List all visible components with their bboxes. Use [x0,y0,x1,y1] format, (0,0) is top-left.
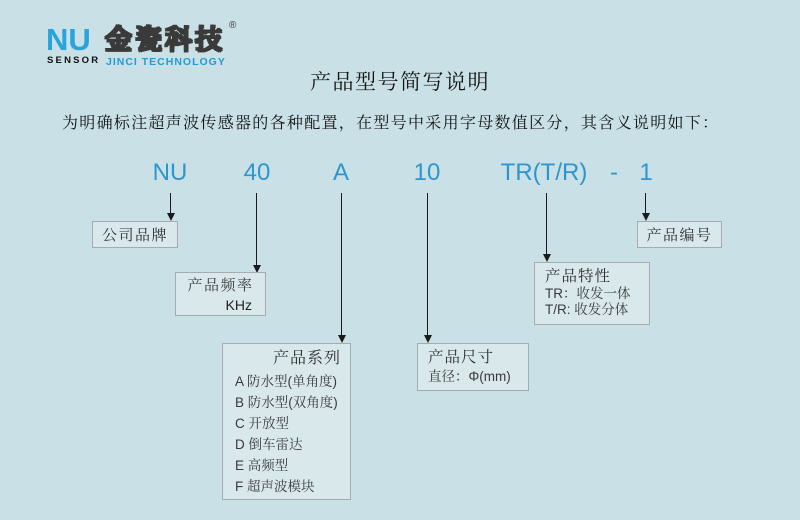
registered-trademark-icon: ® [229,20,237,31]
series-item-a: A 防水型(单角度) [235,374,338,389]
brand-label: 公司品牌 [101,227,168,244]
page-title: 产品型号简写说明 [310,71,490,94]
arrow-to-feature [546,193,547,260]
series-label: 产品系列 [272,350,341,367]
frequency-unit: KHz [225,297,252,313]
logo-nu-text: NU [46,22,91,57]
arrow-to-brand [170,193,171,219]
series-item-c: C 开放型 [235,416,289,431]
page-subtitle: 为明确标注超声波传感器的各种配置，在型号中采用字母数值区分，其含义说明如下： [62,115,720,132]
arrow-to-series [341,193,342,341]
label-box-frequency [175,272,266,316]
size-label: 产品尺寸 [428,349,495,366]
model-segment-size: 10 [413,159,441,186]
company-logo [0,0,260,80]
arrow-to-size [427,193,428,341]
model-segment-number: 1 [639,159,653,186]
logo-sensor-text: SENSOR [47,55,101,66]
logo-company-name-cn: 金瓷科技 [105,25,225,55]
label-box-feature [534,262,650,325]
label-box-brand [92,221,178,248]
frequency-label: 产品频率 [187,277,254,294]
size-description: 直径：Φ(mm) [428,369,511,384]
model-segment-brand: NU [152,159,188,186]
arrow-to-frequency [256,193,257,271]
model-segment-separator: - [610,159,618,186]
logo-company-name-en: JINCI TECHNOLOGY [106,56,226,68]
label-box-size [417,343,529,391]
series-item-d: D 倒车雷达 [235,437,303,452]
series-item-f: F 超声波模块 [235,479,315,494]
feature-label: 产品特性 [545,268,612,285]
model-segment-series: A [332,159,350,186]
model-segment-frequency: 40 [243,159,271,186]
label-box-series [222,343,351,500]
feature-line-t-r: T/R: 收发分体 [545,301,629,317]
arrow-to-number [645,193,646,219]
number-label: 产品编号 [646,227,713,244]
feature-line-tr: TR：收发一体 [545,286,631,301]
series-item-e: E 高频型 [235,458,289,473]
model-segment-feature: TR(T/R) [500,159,588,186]
label-box-number [637,221,722,248]
series-item-b: B 防水型(双角度) [235,395,338,410]
